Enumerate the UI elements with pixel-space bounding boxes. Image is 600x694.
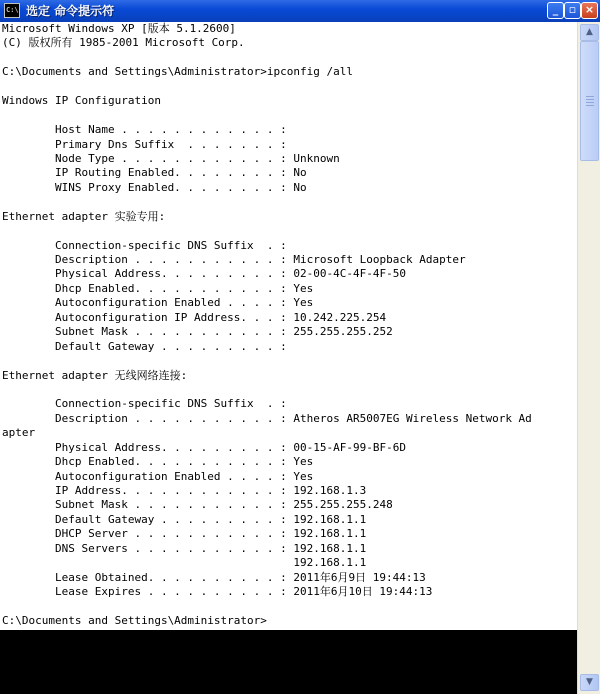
console-line: Description . . . . . . . . . . . : Atheros AR5007EG Wireless Network Ad (2, 411, 532, 425)
maximize-button[interactable]: ▫ (564, 2, 581, 19)
console-line: IP Address. . . . . . . . . . . . : 192.168.1.3 (2, 484, 367, 497)
console-line (2, 354, 577, 368)
console-line (2, 51, 577, 65)
console-line: Physical Address. . . . . . . . . : 00-15-AF-99-BF-6D (2, 440, 406, 454)
console-line: Primary Dns Suffix . . . . . . . : (2, 137, 287, 151)
console-line (2, 383, 577, 397)
console-line: Default Gateway . . . . . . . . . : 192.168.1.1 (2, 512, 367, 526)
console-app-icon[interactable]: C:\ (4, 3, 20, 18)
console-line: Autoconfiguration Enabled . . . . : Yes (2, 469, 314, 483)
console-line: IP Routing Enabled. . . . . . . . : No (2, 166, 307, 180)
console-line (2, 600, 577, 614)
grip-line (586, 105, 594, 106)
console-line (2, 195, 577, 209)
grip-line (586, 96, 594, 97)
console-line: Description . . . . . . . . . . . : Microsoft Loopback Adapter (2, 253, 466, 266)
console-line (2, 224, 577, 238)
console-line: (C) 版权所有 1985-2001 Microsoft Corp. (2, 36, 245, 50)
console-line: C:\Documents and Settings\Administrator>ipconfig /all (2, 65, 353, 79)
console-line: Physical Address. . . . . . . . . : 02-00-4C-4F-4F-50 (2, 267, 406, 281)
scrollbar-thumb[interactable] (580, 41, 599, 161)
scroll-up-arrow-icon[interactable]: ▲ (580, 24, 599, 41)
vertical-scrollbar[interactable] (577, 22, 600, 694)
console-line: apter (2, 426, 36, 440)
console-line: Lease Expires . . . . . . . . . . : 2011年6月10日 19:44:13 (2, 585, 433, 599)
close-button[interactable]: × (581, 2, 598, 19)
console-line: Connection-specific DNS Suffix . : (2, 238, 287, 252)
console-line: Subnet Mask . . . . . . . . . . . : 255.255.255.248 (2, 498, 393, 512)
console-line: Host Name . . . . . . . . . . . . : (2, 123, 287, 137)
console-line: C:\Documents and Settings\Administrator> (2, 613, 267, 627)
console-line: Ethernet adapter 实验专用: (2, 209, 166, 223)
title-bar[interactable] (0, 0, 600, 22)
console-line: Microsoft Windows XP [版本 5.1.2600] (2, 22, 236, 35)
console-output[interactable] (0, 22, 577, 630)
window-title: 选定 命令提示符 (26, 4, 115, 18)
console-line: DNS Servers . . . . . . . . . . . : 192.168.1.1 (2, 541, 367, 555)
console-line: Autoconfiguration IP Address. . . : 10.242.225.254 (2, 310, 387, 324)
console-line: Autoconfiguration Enabled . . . . : Yes (2, 296, 314, 310)
console-line: Node Type . . . . . . . . . . . . : Unknown (2, 151, 340, 165)
console-line: 192.168.1.1 (2, 556, 367, 570)
console-line: Windows IP Configuration (2, 94, 161, 108)
console-line: WINS Proxy Enabled. . . . . . . . : No (2, 180, 307, 194)
console-line: Default Gateway . . . . . . . . . : (2, 339, 287, 353)
console-lines (0, 22, 577, 628)
grip-line (586, 99, 594, 100)
console-line: Subnet Mask . . . . . . . . . . . : 255.255.255.252 (2, 325, 393, 339)
console-unfilled-area (0, 630, 577, 694)
console-line: Connection-specific DNS Suffix . : (2, 397, 287, 411)
console-line: Lease Obtained. . . . . . . . . . : 2011年6月9日 19:44:13 (2, 570, 426, 584)
console-line: DHCP Server . . . . . . . . . . . : 192.168.1.1 (2, 527, 367, 541)
console-line (2, 80, 577, 94)
scroll-down-arrow-icon[interactable]: ▼ (580, 674, 599, 691)
console-line: Dhcp Enabled. . . . . . . . . . . : Yes (2, 281, 314, 295)
console-line: Ethernet adapter 无线网络连接: (2, 368, 188, 382)
console-line: Dhcp Enabled. . . . . . . . . . . : Yes (2, 455, 314, 469)
console-line (2, 109, 577, 123)
minimize-button[interactable]: _ (547, 2, 564, 19)
grip-line (586, 102, 594, 103)
